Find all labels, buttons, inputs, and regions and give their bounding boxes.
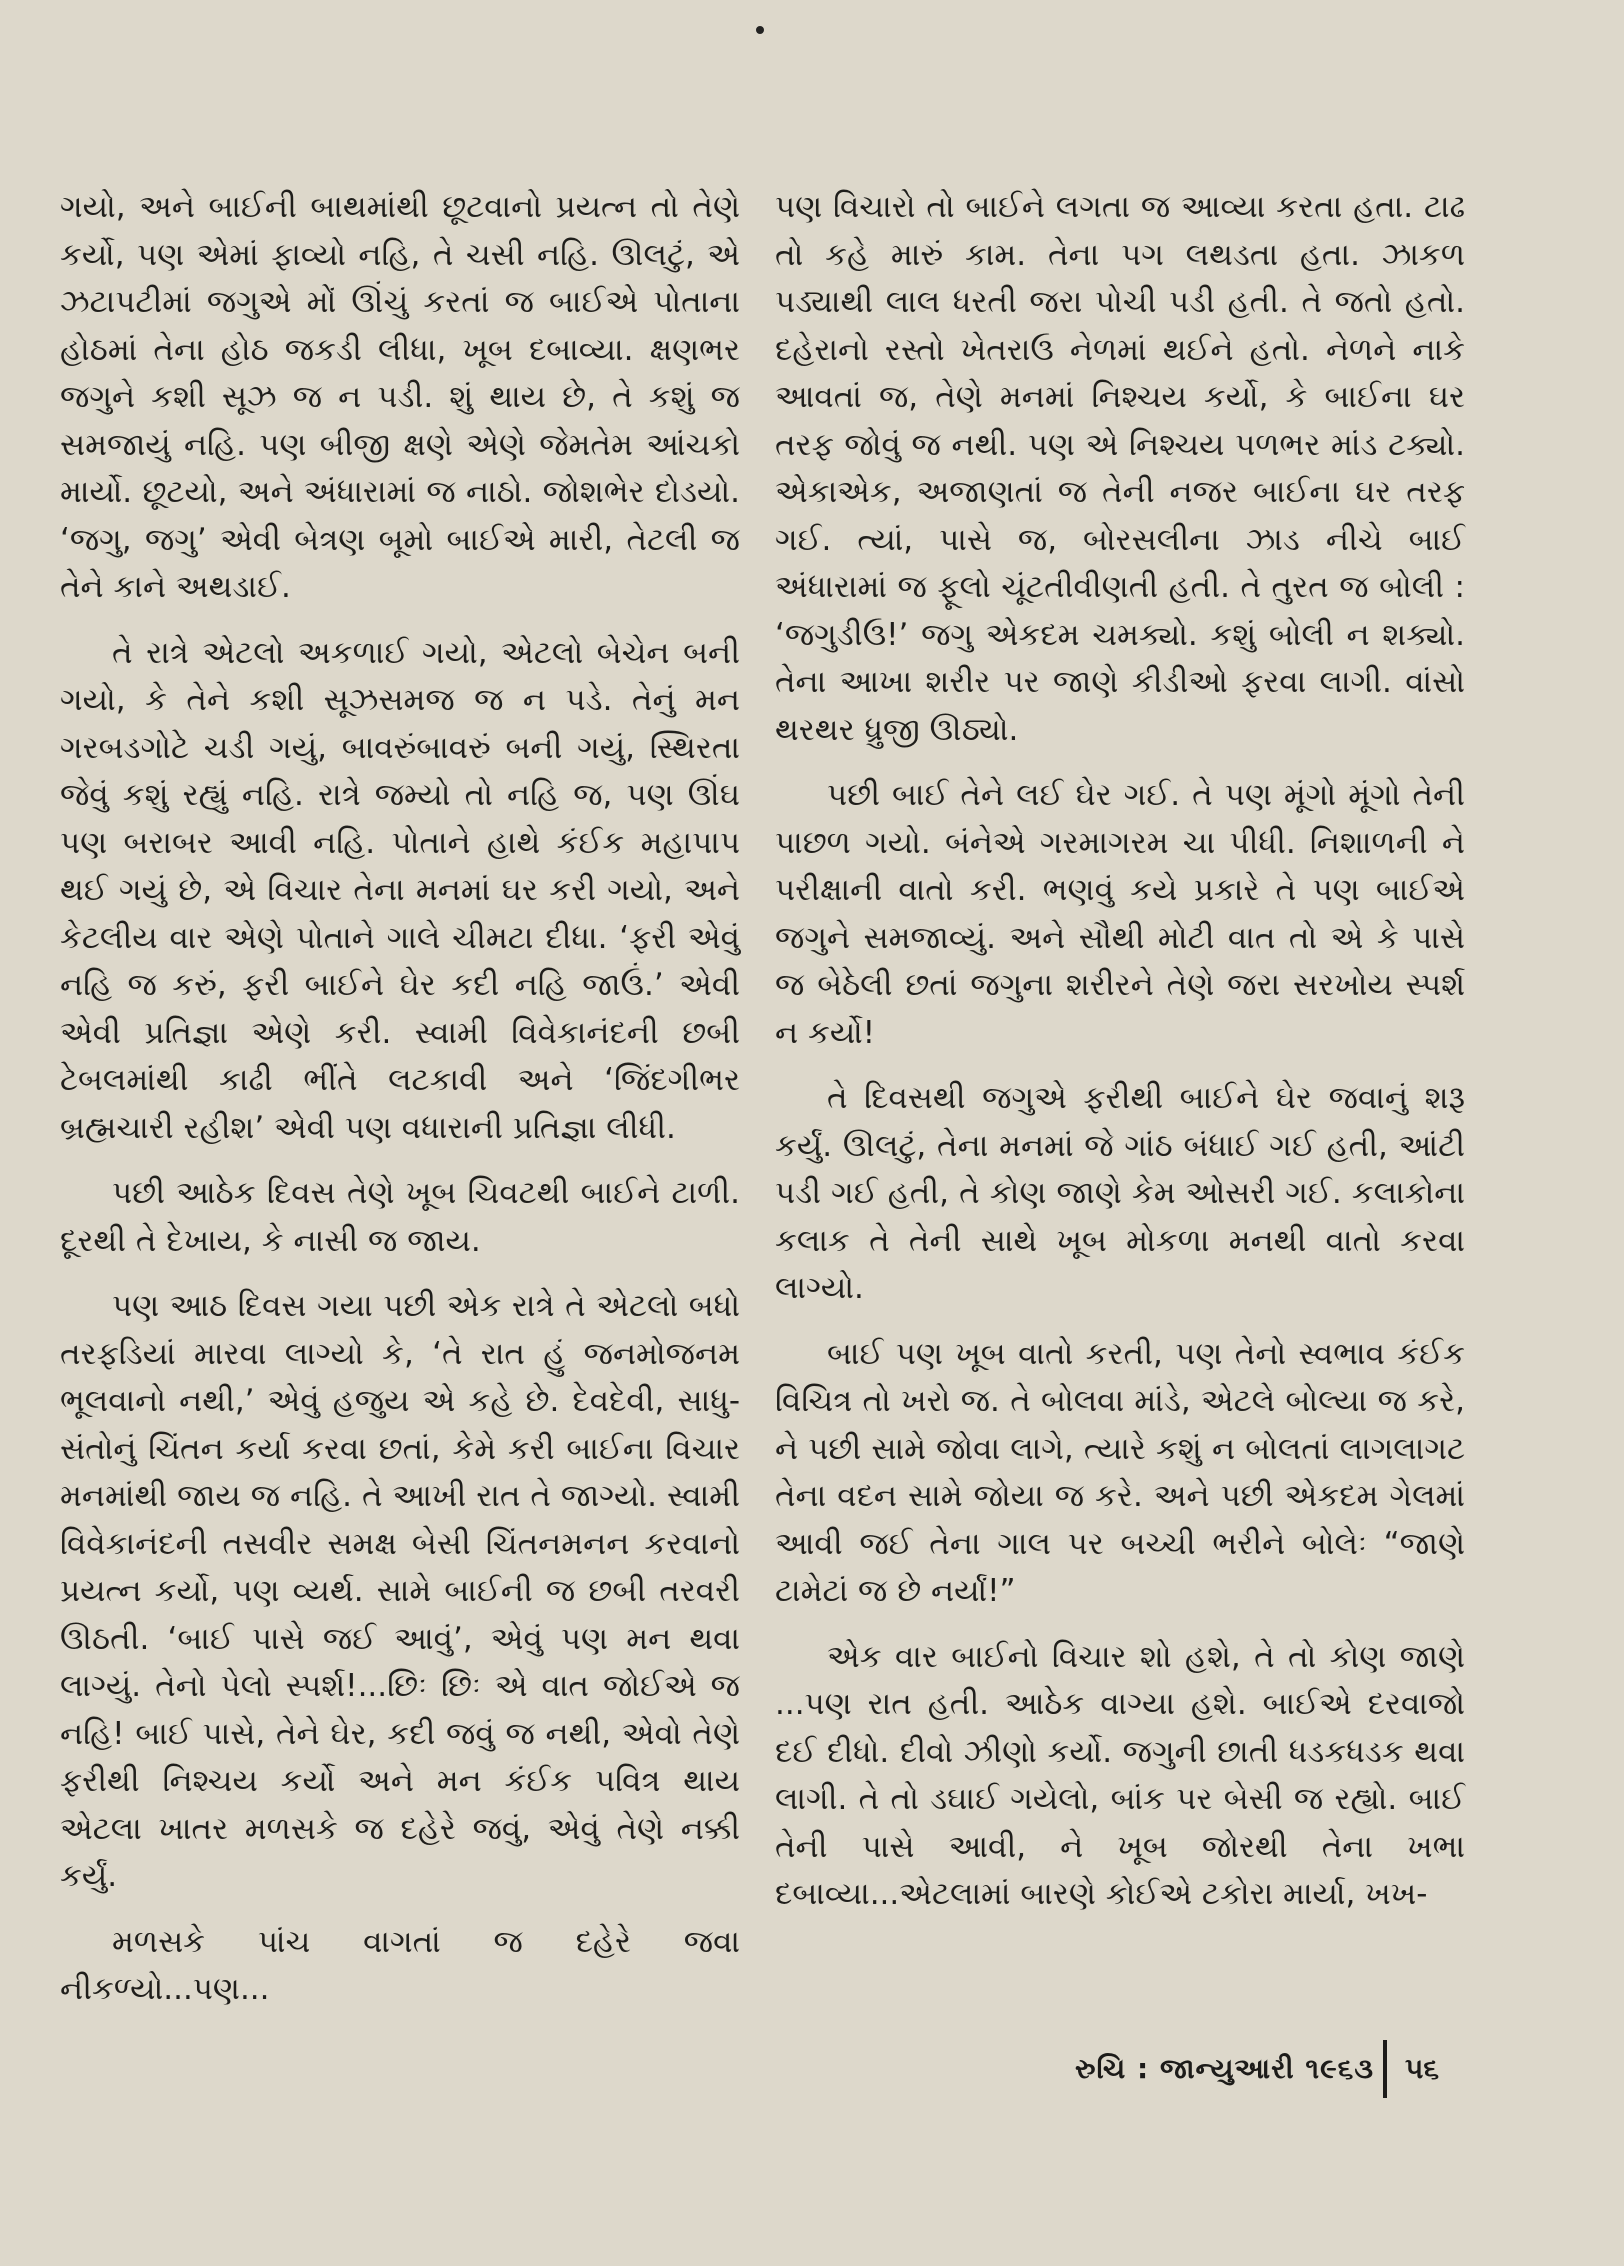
left-text-column bbox=[60, 184, 740, 2032]
footer-divider bbox=[1383, 2040, 1387, 2098]
right-paragraph-5: એક વાર બાઈનો વિચાર શો હશે, તે તો કોણ જાણે ...પણ રાત હતી. આઠેક વાગ્યા હશે. બાઈએ દરવાજો દઈ દીધો. દીવો ઝીણો કર્યો. જગુની છાતી ધડકધડક થવા લાગી. તે તો ડઘાઈ ગયેલો, બાંક પર બેસી જ રહ્યો. બાઈ તેની પાસે આવી, ને ખૂબ જોરથી તેના ખભા દબાવ્યા...એટલામાં બારણે કોઈએ ટકોરા માર્યા, ખખ- bbox=[775, 1638, 1465, 1912]
left-paragraph-1: ગયો, અને બાઈની બાથમાંથી છૂટવાનો પ્રયત્ન તો તેણે કર્યો, પણ એમાં ફાવ્યો નહિ, તે ચસી નહિ. ઊલટું, એ ઝટાપટીમાં જગુએ મોં ઊંચું કરતાં જ બાઈએ પોતાના હોઠમાં તેના હોઠ જકડી લીધા, ખૂબ દબાવ્યા. ક્ષણભર જગુને કશી સૂઝ જ ન પડી. શું થાય છે, તે કશું જ સમજાયું નહિ. પણ બીજી ક્ષણે એણે જેમતેમ આંચકો માર્યો. છૂટયો, અને અંધારામાં જ નાઠો. જોશભેર દોડયો. ‘જગુ, જગુ’ એવી બેત્રણ બૂમો બાઈએ મારી, તેટલી જ તેને કાને અથડાઈ. bbox=[60, 189, 740, 605]
page-footer bbox=[1075, 2040, 1475, 2100]
page-top-dot bbox=[756, 26, 764, 34]
left-paragraph-4: પણ આઠ દિવસ ગયા પછી એક રાત્રે તે એટલો બધો તરફડિયાં મારવા લાગ્યો કે, ‘તે રાત હું જનમોજનમ ભૂલવાનો નથી,’ એવું હજુય એ કહે છે. દેવદેવી, સાધુ-સંતોનું ચિંતન કર્યા કરવા છતાં, કેમે કરી બાઈના વિચાર મનમાંથી જાય જ નહિ. તે આખી રાત તે જાગ્યો. સ્વામી વિવેકાનંદની તસવીર સમક્ષ બેસી ચિંતનમનન કરવાનો પ્રયત્ન કર્યો, પણ વ્યર્થ. સામે બાઈની જ છબી તરવરી ઊઠતી. ‘બાઈ પાસે જઈ આવું’, એવું પણ મન થવા લાગ્યું. તેનો પેલો સ્પર્શ!...છિઃ છિઃ એ વાત જોઈએ જ નહિ! બાઈ પાસે, તેને ઘેર, કદી જવું જ નથી, એવો તેણે ફરીથી નિશ્ચય કર્યો અને મન કંઈક પવિત્ર થાય એટલા ખાતર મળસકે જ દહેરે જવું, એવું તેણે નક્કી કર્યું. bbox=[60, 1288, 740, 1894]
left-paragraph-2: તે રાત્રે એટલો અકળાઈ ગયો, એટલો બેચેન બની ગયો, કે તેને કશી સૂઝસમજ જ ન પડે. તેનું મન ગરબડગોટે ચડી ગયું, બાવરુંબાવરું બની ગયું, સ્થિરતા જેવું કશું રહ્યું નહિ. રાત્રે જમ્યો તો નહિ જ, પણ ઊંઘ પણ બરાબર આવી નહિ. પોતાને હાથે કંઈક મહાપાપ થઈ ગયું છે, એ વિચાર તેના મનમાં ઘર કરી ગયો, અને કેટલીય વાર એણે પોતાને ગાલે ચીમટા દીધા. ‘ફરી એવું નહિ જ કરું, ફરી બાઈને ઘેર કદી નહિ જાઉં.’ એવી એવી પ્રતિજ્ઞા એણે કરી. સ્વામી વિવેકાનંદની છબી ટેબલમાંથી કાઢી ભીંતે લટકાવી અને ‘જિંદગીભર બ્રહ્મચારી રહીશ’ એવી પણ વધારાની પ્રતિજ્ઞા લીધી. bbox=[60, 634, 740, 1146]
right-text-column bbox=[775, 184, 1465, 1937]
right-paragraph-4: બાઈ પણ ખૂબ વાતો કરતી, પણ તેનો સ્વભાવ કંઈક વિચિત્ર તો ખરો જ. તે બોલવા માંડે, એટલે બોલ્યા જ કરે, ને પછી સામે જોવા લાગે, ત્યારે કશું ન બોલતાં લાગલાગટ તેના વદન સામે જોયા જ કરે. અને પછી એકદમ ગેલમાં આવી જઈ તેના ગાલ પર બચ્ચી ભરીને બોલેઃ “જાણે ટામેટાં જ છે નર્યાં!” bbox=[775, 1335, 1465, 1609]
right-paragraph-3: તે દિવસથી જગુએ ફરીથી બાઈને ઘેર જવાનું શરૂ કર્યું. ઊલટું, તેના મનમાં જે ગાંઠ બંધાઈ ગઈ હતી, આંટી પડી ગઈ હતી, તે કોણ જાણે કેમ ઓસરી ગઈ. કલાકોના કલાક તે તેની સાથે ખૂબ મોકળા મનથી વાતો કરવા લાગ્યો. bbox=[775, 1080, 1465, 1306]
right-paragraph-1: પણ વિચારો તો બાઈને લગતા જ આવ્યા કરતા હતા. ટાઢ તો કહે મારું કામ. તેના પગ લથડતા હતા. ઝાકળ પડ્યાથી લાલ ધરતી જરા પોચી પડી હતી. તે જતો હતો. દહેરાનો રસ્તો ખેતરાઉ નેળમાં થઈને હતો. નેળને નાકે આવતાં જ, તેણે મનમાં નિશ્ચય કર્યો, કે બાઈના ઘર તરફ જોવું જ નથી. પણ એ નિશ્ચય પળભર માંડ ટક્યો. એકાએક, અજાણતાં જ તેની નજર બાઈના ઘર તરફ ગઈ. ત્યાં, પાસે જ, બોરસલીના ઝાડ નીચે બાઈ અંધારામાં જ ફૂલો ચૂંટતીવીણતી હતી. તે તુરત જ બોલી : ‘જગુડીઉ!’ જગુ એકદમ ચમક્યો. કશું બોલી ન શક્યો. તેના આખા શરીર પર જાણે કીડીઓ ફરવા લાગી. વાંસો થરથર ધ્રુજી ઊઠ્યો. bbox=[775, 189, 1465, 748]
page-number: ૫૬ bbox=[1405, 2052, 1440, 2085]
left-paragraph-3: પછી આઠેક દિવસ તેણે ખૂબ ચિવટથી બાઈને ટાળી. દૂરથી તે દેખાય, કે નાસી જ જાય. bbox=[60, 1175, 740, 1259]
magazine-issue-label: રુચિ : જાન્યુઆરી ૧૯૬૩ bbox=[1075, 2052, 1374, 2085]
left-paragraph-5: મળસકે પાંચ વાગતાં જ દહેરે જવા નીકળ્યો...પણ... bbox=[60, 1923, 740, 2007]
right-paragraph-2: પછી બાઈ તેને લઈ ઘેર ગઈ. તે પણ મૂંગો મૂંગો તેની પાછળ ગયો. બંનેએ ગરમાગરમ ચા પીધી. નિશાળની ને પરીક્ષાની વાતો કરી. ભણવું કયે પ્રકારે તે પણ બાઈએ જગુને સમજાવ્યું. અને સૌથી મોટી વાત તો એ કે પાસે જ બેઠેલી છતાં જગુના શરીરને તેણે જરા સરખોય સ્પર્શ ન કર્યો! bbox=[775, 777, 1465, 1051]
